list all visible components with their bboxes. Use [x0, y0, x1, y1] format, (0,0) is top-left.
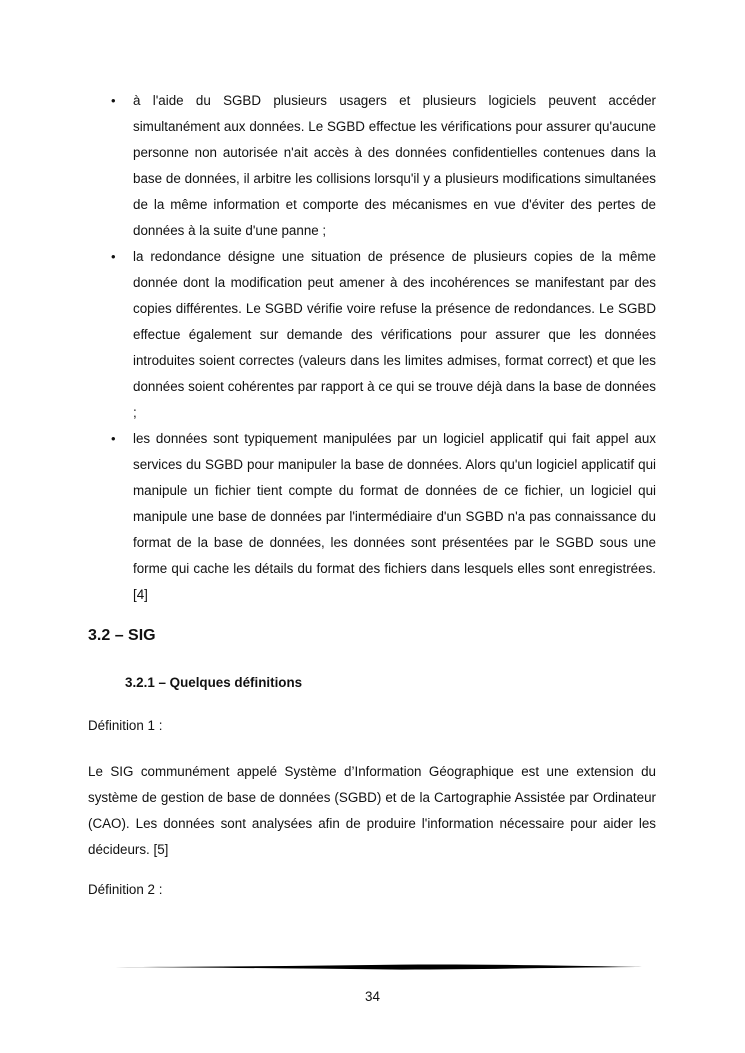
bullet-text: les données sont typiquement manipulées par un logiciel applicatif qui fait appel aux services du SGBD pour manipuler la base de données. Alors qu'un logiciel applicatif qui manipule un fichier tient compte du format de données de ce fichier, un logiciel qui manipule une base de données par l'intermédiaire d'un SGBD n'a pas connaissance du format de la base de données, les données sont présentées par le SGBD sous une forme qui cache les détails du format des fichiers dans lesquels elles sont enregistrées. [4]	[133, 431, 656, 602]
bullet-marker: •	[111, 249, 116, 264]
bullet-marker: •	[111, 93, 116, 108]
bullet-marker: •	[111, 431, 116, 446]
definition-1-paragraph: Le SIG communément appelé Système d’Information Géographique est une extension du système de gestion de base de données (SGBD) et de la Cartographie Assistée par Ordinateur (CAO). Les données sont analysées afin de produire l'information nécessaire pour aider les décideurs. [5]	[88, 764, 656, 857]
list-item	[88, 244, 656, 426]
bullet-text: la redondance désigne une situation de présence de plusieurs copies de la même donnée dont la modification peut amener à des incohérences se manifestant par des copies différentes. Le SGBD vérifie voire refuse la présence de redondances. Le SGBD effectue également sur demande des vérifications pour assurer que les données introduites soient correctes (valeurs dans les limites admises, format correct) et que les données soient cohérentes par rapport à ce qui se trouve déjà dans la base de données ;	[133, 249, 656, 420]
footer-divider	[102, 961, 642, 973]
bullet-list	[88, 88, 656, 608]
section-heading: 3.2 – SIG	[88, 627, 156, 644]
bullet-text: à l'aide du SGBD plusieurs usagers et plusieurs logiciels peuvent accéder simultanément aux données. Le SGBD effectue les vérifications pour assurer qu'aucune personne non autorisée n'ait accès à des données confidentielles contenues dans la base de données, il arbitre les collisions lorsqu'il y a plusieurs modifications simultanées de la même information et comporte des mécanismes en vue d'éviter des pertes de données à la suite d'une panne ;	[133, 93, 656, 238]
list-item	[88, 88, 656, 244]
subsection-heading: 3.2.1 – Quelques définitions	[125, 675, 303, 690]
definition-2-label: Définition 2 :	[88, 882, 163, 897]
list-item	[88, 426, 656, 608]
definition-1-label: Définition 1 :	[88, 718, 163, 733]
page-number: 34	[365, 989, 380, 1004]
